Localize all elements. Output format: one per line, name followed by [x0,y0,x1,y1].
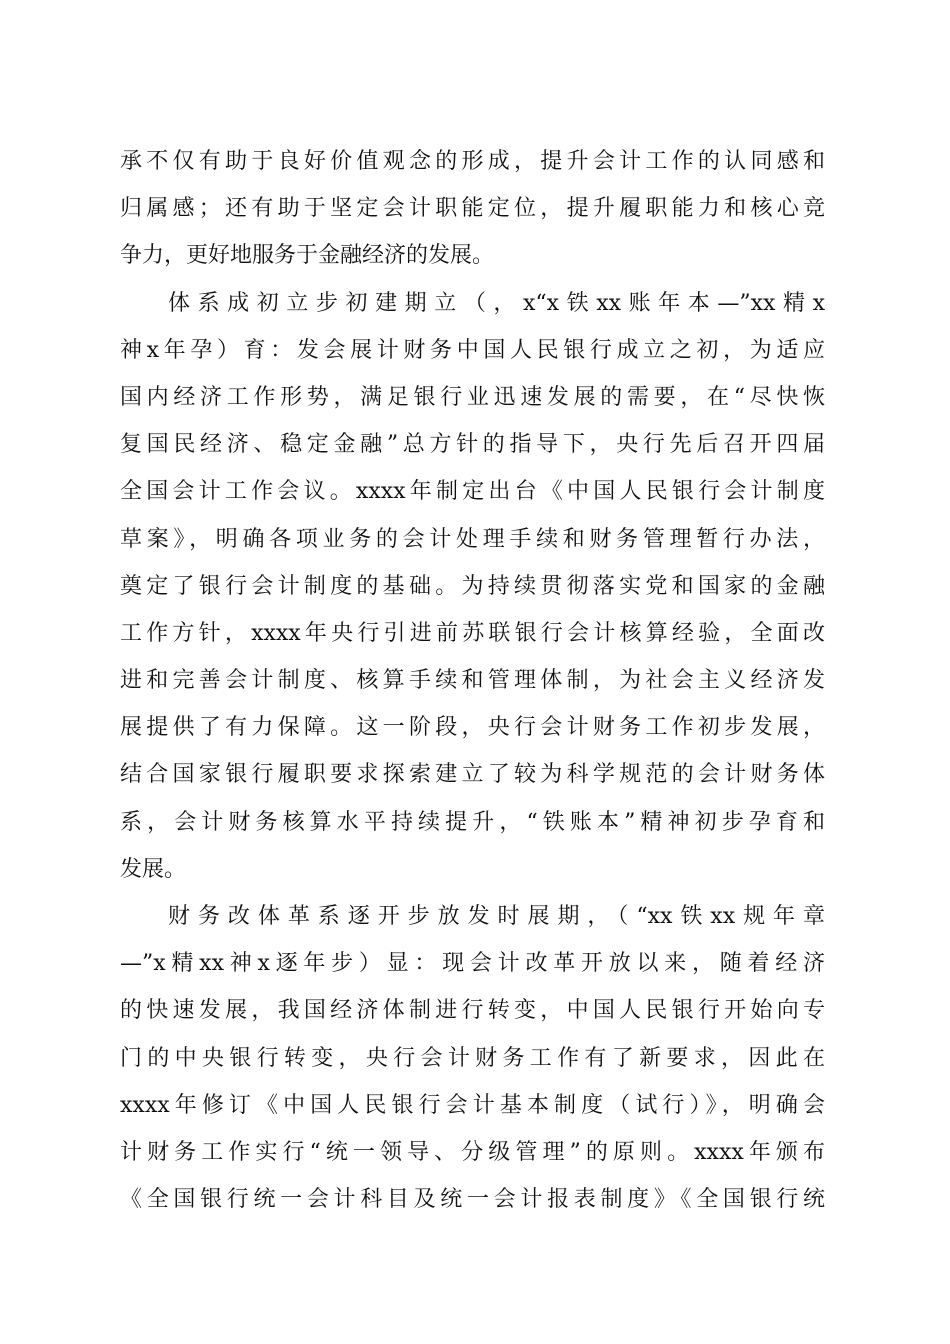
text-line: xxxx年修订《中国人民银行会计基本制度（试行）》，明确会 [120,1092,825,1118]
text-line: 《全国银行统一会计科目及统一会计报表制度》《全国银行统 [120,1187,825,1213]
text-line: 计财务工作实行“统一领导、分级管理”的原则。xxxx年颁布 [120,1139,825,1165]
text-line: 结合国家银行履职要求探索建立了较为科学规范的会计财务体 [120,762,825,788]
text-line: 归属感；还有助于坚定会计职能定位，提升履职能力和核心竞 [120,196,825,222]
text-line: 的快速发展，我国经济体制进行转变，中国人民银行开始向专 [120,998,825,1024]
text-line: 系，会计财务核算水平持续提升，“铁账本”精神初步孕育和 [120,809,825,835]
text-line: 神x年孕）育：发会展计财务中国人民银行成立之初，为适应 [120,337,825,363]
text-line: —”x精xx神x逐年步）显：现会计改革开放以来，随着经济 [120,951,825,977]
paragraph-start-line: 财务改体革系逐开步放发时展期，（“xx铁xx规年章 [168,904,825,929]
paragraph-start-line: 体系成初立步初建期立（，x“x铁xx账年本—”xx精x [168,290,825,316]
text-line: 国内经济工作形势，满足银行业迅速发展的需要，在“尽快恢 [120,384,825,410]
text-line: 门的中央银行转变，央行会计财务工作有了新要求，因此在 [120,1045,825,1071]
text-line: 草案》，明确各项业务的会计处理手续和财务管理暂行办法， [120,526,825,552]
text-line: 工作方针，xxxx年央行引进前苏联银行会计核算经验，全面改 [120,620,825,646]
text-line: 展提供了有力保障。这一阶段，央行会计财务工作初步发展， [120,715,825,741]
text-line: 发展。 [120,856,187,882]
text-line: 复国民经济、稳定金融”总方针的指导下，央行先后召开四届 [120,432,825,458]
text-line: 奠定了银行会计制度的基础。为持续贯彻落实党和国家的金融 [120,573,825,599]
text-line: 承不仅有助于良好价值观念的形成，提升会计工作的认同感和 [120,149,825,174]
text-line: 争力，更好地服务于金融经济的发展。 [120,243,495,269]
body-text [120,138,825,1223]
text-line: 进和完善会计制度、核算手续和管理体制，为社会主义经济发 [120,668,825,694]
text-line: 全国会计工作会议。xxxx年制定出台《中国人民银行会计制度 [120,479,825,505]
